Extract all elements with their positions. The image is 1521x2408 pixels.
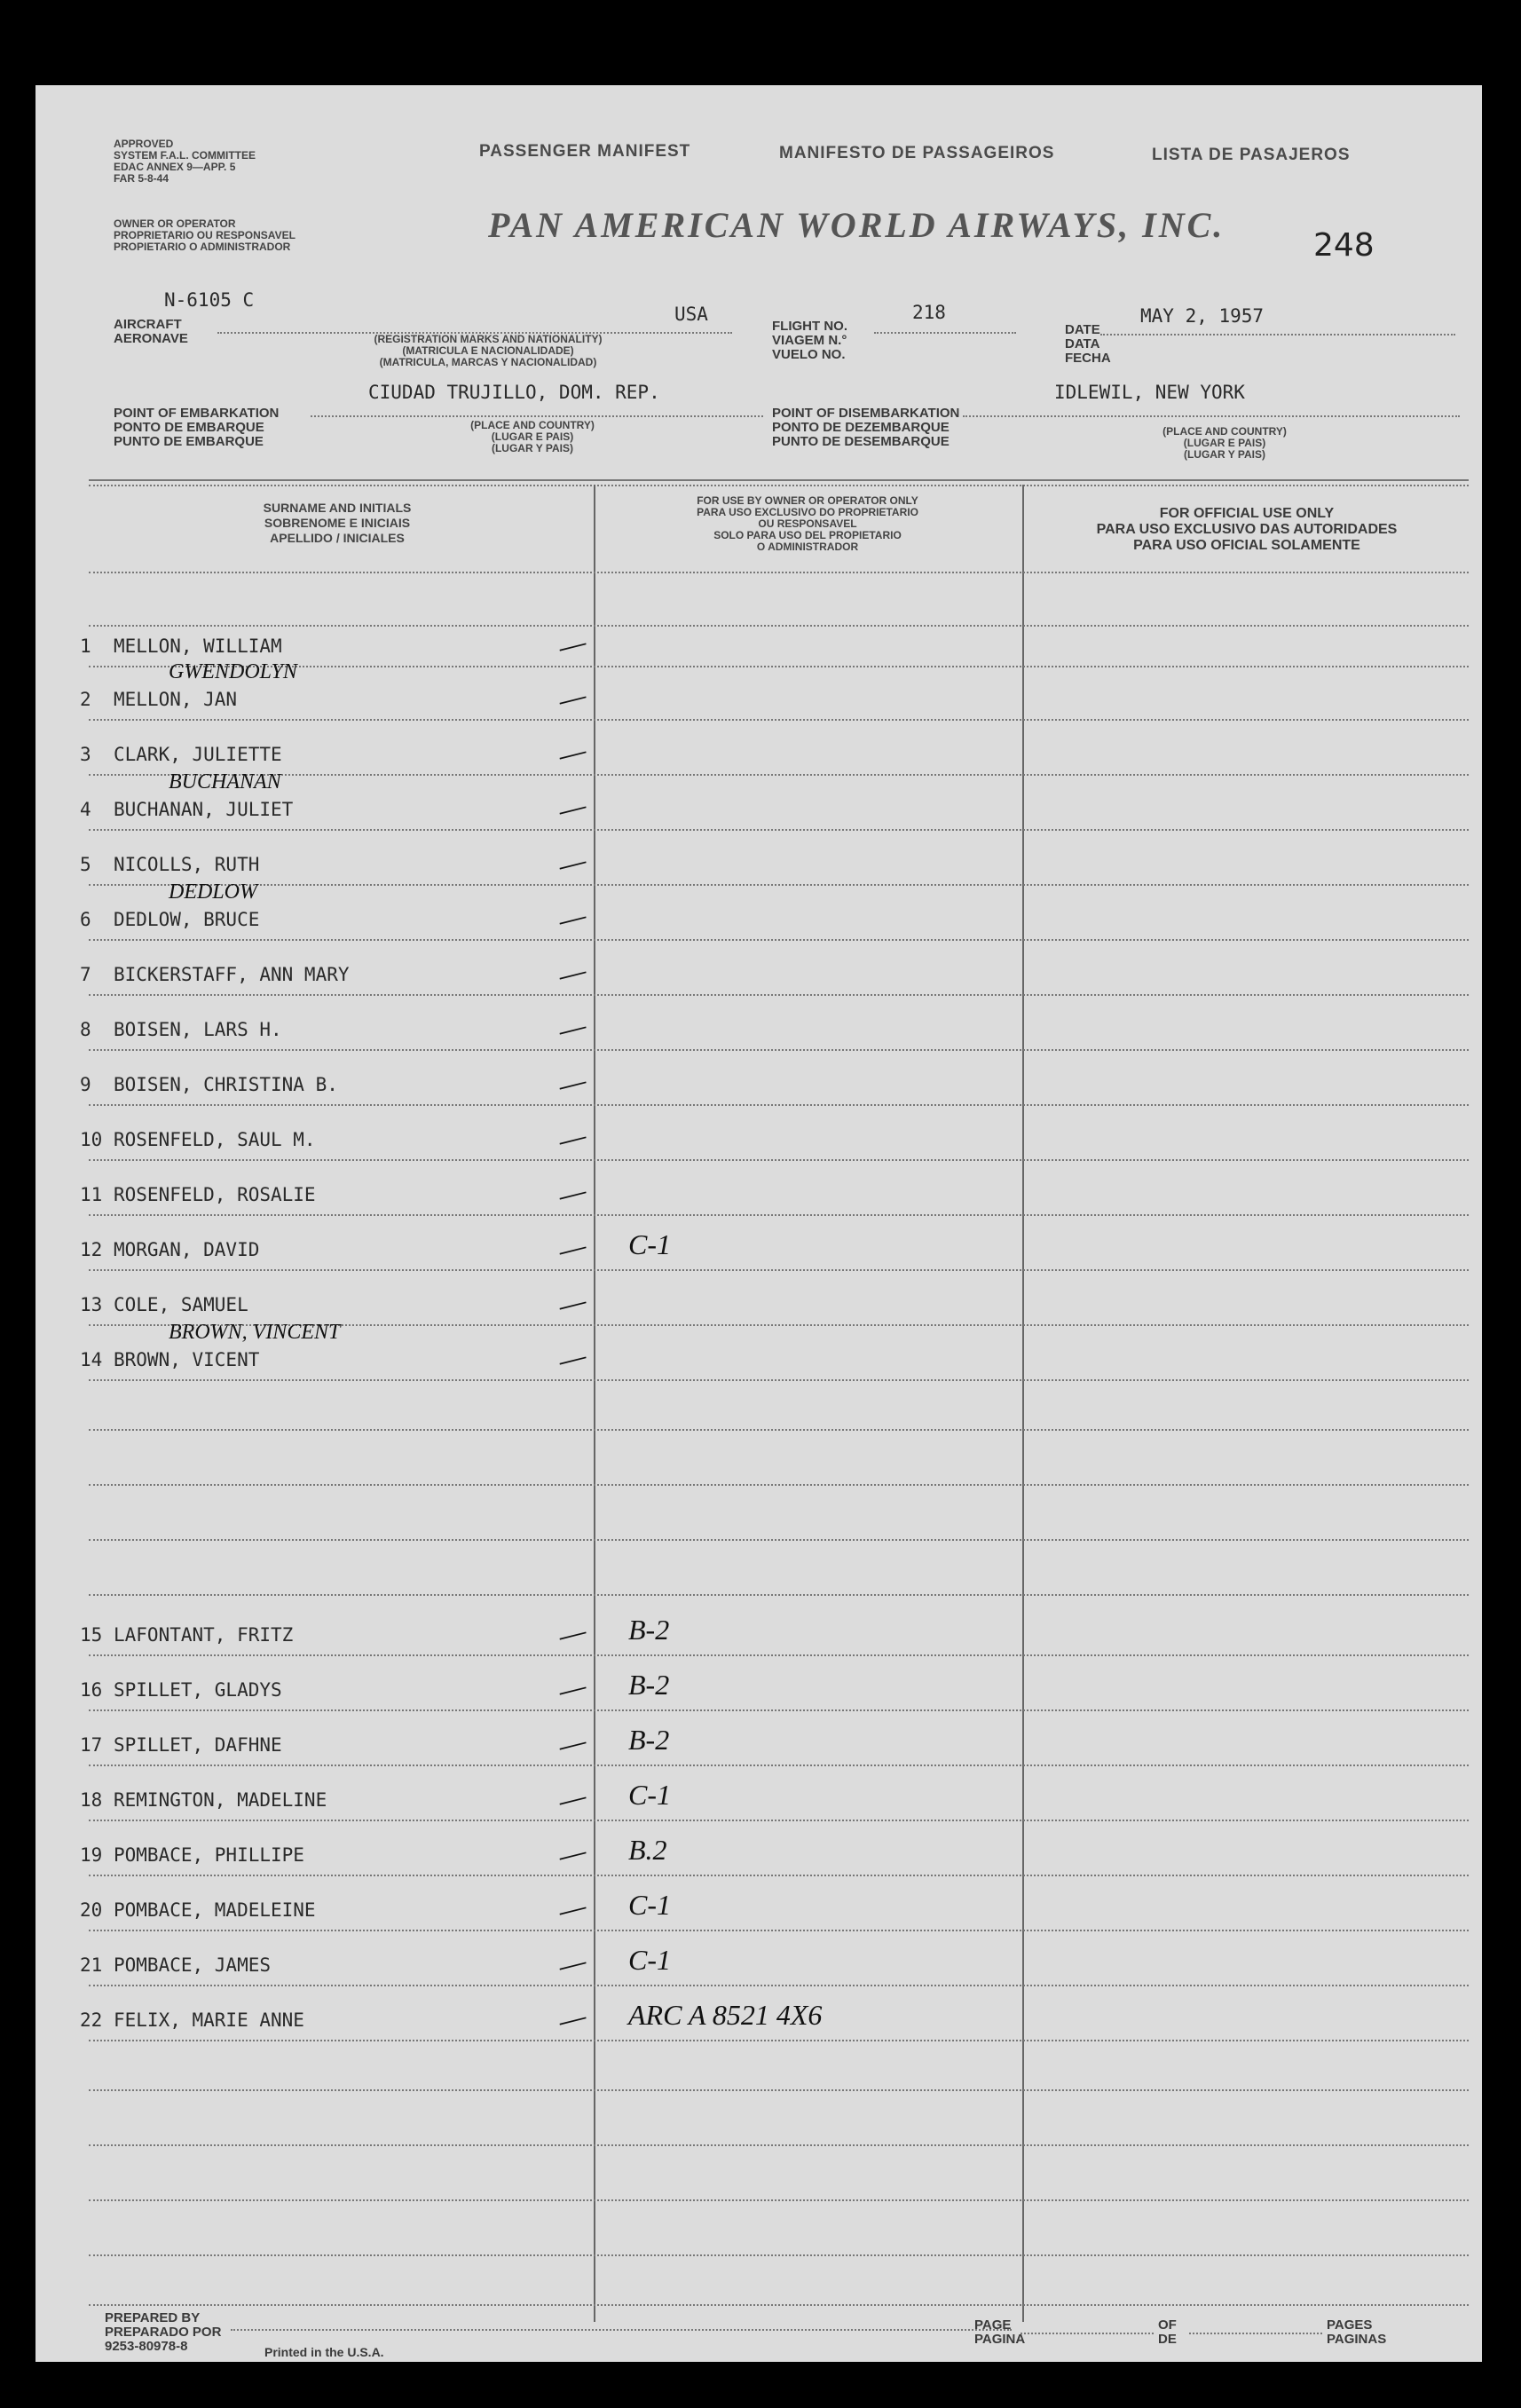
check-mark: — bbox=[555, 678, 590, 718]
passenger-number: 17 bbox=[80, 1734, 103, 1756]
check-mark: — bbox=[555, 625, 590, 665]
row-rule bbox=[89, 1539, 1469, 1541]
date-label-line: DATE bbox=[1065, 322, 1100, 337]
passenger-row bbox=[80, 1679, 282, 1701]
embarkation-point: CIUDAD TRUJILLO, DOM. REP. bbox=[368, 382, 660, 403]
check-mark: — bbox=[555, 1944, 590, 1984]
row-rule bbox=[89, 1159, 1469, 1161]
flight-rule bbox=[874, 332, 1016, 334]
passenger-name: ROSENFELD, ROSALIE bbox=[114, 1184, 316, 1205]
row-rule bbox=[89, 884, 1469, 886]
reg-sub-line: (REGISTRATION MARKS AND NATIONALITY) bbox=[374, 333, 603, 345]
embark-sub-line: (PLACE AND COUNTRY) bbox=[470, 419, 595, 431]
passenger-number: 18 bbox=[80, 1789, 103, 1811]
handwritten-correction: BROWN, VINCENT bbox=[169, 1321, 341, 1344]
passenger-name: NICOLLS, RUTH bbox=[114, 854, 260, 875]
passenger-name: COLE, SAMUEL bbox=[114, 1294, 248, 1315]
row-rule bbox=[89, 1765, 1469, 1766]
date-label-line: FECHA bbox=[1065, 351, 1111, 366]
table-top-rule bbox=[89, 485, 1469, 486]
row-rule bbox=[89, 1709, 1469, 1711]
page-label-line: PAGINA bbox=[974, 2332, 1026, 2347]
approval-line: FAR 5-8-44 bbox=[114, 172, 169, 185]
title-en: PASSENGER MANIFEST bbox=[479, 142, 691, 161]
passenger-row bbox=[80, 1349, 259, 1370]
passenger-name: REMINGTON, MADELINE bbox=[114, 1789, 327, 1811]
approval-block bbox=[114, 138, 256, 185]
passenger-row bbox=[80, 2009, 304, 2031]
row-rule bbox=[89, 1484, 1469, 1486]
passenger-number: 21 bbox=[80, 1954, 103, 1976]
row-rule bbox=[89, 2199, 1469, 2201]
disembark-sub-line: (LUGAR E PAIS) bbox=[1183, 437, 1266, 449]
pages-label bbox=[1327, 2318, 1386, 2347]
page-label-line: PAGE bbox=[974, 2317, 1012, 2333]
row-rule bbox=[89, 1875, 1469, 1876]
row-rule bbox=[89, 1820, 1469, 1821]
row-rule bbox=[89, 1049, 1469, 1051]
owner-use-header-line: O ADMINISTRADOR bbox=[756, 541, 859, 553]
registration: N-6105 C bbox=[164, 289, 255, 311]
page-label bbox=[974, 2318, 1025, 2347]
seat-class-mark: C-1 bbox=[628, 1779, 671, 1811]
date-rule bbox=[1100, 334, 1455, 336]
passenger-number: 12 bbox=[80, 1239, 103, 1260]
handwritten-correction: GWENDOLYN bbox=[169, 660, 297, 683]
prepared-rule bbox=[231, 2329, 1012, 2331]
passenger-row bbox=[80, 1899, 316, 1921]
handwritten-correction: DEDLOW bbox=[169, 880, 257, 904]
passenger-number: 22 bbox=[80, 2009, 103, 2031]
disembark-label-line: PUNTO DE DESEMBARQUE bbox=[772, 434, 950, 449]
table-top-rule bbox=[89, 479, 1469, 481]
title-es: LISTA DE PASAJEROS bbox=[1152, 146, 1351, 164]
passenger-row bbox=[80, 689, 237, 710]
seat-class-mark: C-1 bbox=[628, 1944, 671, 1976]
official-use-column-header bbox=[1034, 506, 1460, 554]
disembarkation-label bbox=[772, 407, 959, 449]
column-divider bbox=[1022, 485, 1024, 2322]
passenger-name: POMBACE, PHILLIPE bbox=[114, 1844, 304, 1866]
owner-label-line: PROPIETARIO O ADMINISTRADOR bbox=[114, 241, 291, 253]
passenger-number: 10 bbox=[80, 1129, 103, 1150]
passenger-number: 19 bbox=[80, 1844, 103, 1866]
flight-date: MAY 2, 1957 bbox=[1140, 305, 1265, 327]
owner-use-header-line: FOR USE BY OWNER OR OPERATOR ONLY bbox=[697, 494, 918, 507]
embark-sub-line: (LUGAR E PAIS) bbox=[491, 430, 574, 443]
row-rule bbox=[89, 1930, 1469, 1931]
passenger-number: 4 bbox=[80, 799, 91, 820]
passenger-name: BOISEN, LARS H. bbox=[114, 1019, 282, 1040]
passenger-number: 20 bbox=[80, 1899, 103, 1921]
flight-label-line: VIAGEM N.° bbox=[772, 333, 847, 348]
seat-class-mark: B.2 bbox=[628, 1834, 667, 1866]
passenger-number: 7 bbox=[80, 964, 91, 985]
check-mark: — bbox=[555, 1228, 590, 1268]
check-mark: — bbox=[555, 1779, 590, 1819]
passenger-row bbox=[80, 744, 282, 765]
seat-class-mark: C-1 bbox=[628, 1889, 671, 1921]
passenger-row bbox=[80, 1019, 282, 1040]
passenger-row bbox=[80, 1074, 338, 1095]
form-number: 9253-80978-8 bbox=[105, 2339, 188, 2354]
aircraft-label-line: AERONAVE bbox=[114, 331, 188, 346]
passenger-row bbox=[80, 1844, 304, 1866]
date-label-line: DATA bbox=[1065, 336, 1100, 351]
seat-class-mark: B-2 bbox=[628, 1614, 670, 1646]
row-rule bbox=[89, 1429, 1469, 1431]
passenger-row bbox=[80, 799, 293, 820]
row-rule bbox=[89, 1214, 1469, 1216]
passenger-row bbox=[80, 1239, 259, 1260]
passenger-row bbox=[80, 854, 259, 875]
prepared-line: PREPARED BY bbox=[105, 2310, 201, 2325]
prepared-line: PREPARADO POR bbox=[105, 2325, 222, 2340]
row-rule bbox=[89, 719, 1469, 721]
row-rule bbox=[89, 1985, 1469, 1986]
seat-class-mark: B-2 bbox=[628, 1724, 670, 1756]
passenger-name: SPILLET, DAFHNE bbox=[114, 1734, 282, 1756]
of-rule bbox=[1189, 2333, 1322, 2334]
airline-name: PAN AMERICAN WORLD AIRWAYS, INC. bbox=[488, 205, 1225, 245]
check-mark: — bbox=[555, 1283, 590, 1323]
approval-line: APPROVED bbox=[114, 138, 174, 150]
printed-in: Printed in the U.S.A. bbox=[264, 2345, 384, 2359]
passenger-number: 2 bbox=[80, 689, 91, 710]
handwritten-correction: BUCHANAN bbox=[169, 770, 281, 793]
passenger-row bbox=[80, 1624, 293, 1646]
passenger-name: POMBACE, MADELEINE bbox=[114, 1899, 316, 1921]
passenger-row bbox=[80, 1184, 316, 1205]
check-mark: — bbox=[555, 1063, 590, 1103]
pages-label-line: PAGES bbox=[1327, 2317, 1373, 2333]
passenger-name: SPILLET, GLADYS bbox=[114, 1679, 282, 1701]
row-rule bbox=[89, 1594, 1469, 1596]
reg-sub-line: (MATRICULA E NACIONALIDADE) bbox=[402, 344, 574, 357]
check-mark: — bbox=[555, 1008, 590, 1048]
owner-use-column-header bbox=[603, 495, 1012, 553]
of-label-line: DE bbox=[1158, 2332, 1177, 2347]
passenger-name: MELLON, WILLIAM bbox=[114, 636, 282, 657]
passenger-name: POMBACE, JAMES bbox=[114, 1954, 272, 1976]
seat-class-mark: C-1 bbox=[628, 1228, 671, 1260]
check-mark: — bbox=[555, 733, 590, 773]
surname-header-line: APELLIDO / INICIALES bbox=[270, 531, 405, 545]
passenger-name: LAFONTANT, FRITZ bbox=[114, 1624, 294, 1646]
embark-label-line: POINT OF EMBARKATION bbox=[114, 406, 280, 421]
passenger-name: ROSENFELD, SAUL M. bbox=[114, 1129, 316, 1150]
owner-label-line: PROPRIETARIO OU RESPONSAVEL bbox=[114, 229, 296, 241]
row-rule bbox=[89, 829, 1469, 831]
check-mark: — bbox=[555, 1669, 590, 1709]
row-rule bbox=[89, 1654, 1469, 1656]
official-header-line: FOR OFFICIAL USE ONLY bbox=[1159, 506, 1335, 521]
disembark-rule bbox=[963, 415, 1460, 417]
table-bottom-rule bbox=[89, 2304, 1469, 2306]
passenger-name: FELIX, MARIE ANNE bbox=[114, 2009, 304, 2031]
seat-class-mark: B-2 bbox=[628, 1669, 670, 1701]
row-rule bbox=[89, 2089, 1469, 2091]
of-label bbox=[1158, 2318, 1177, 2347]
passenger-number: 11 bbox=[80, 1184, 103, 1205]
seat-class-mark: ARC A 8521 4X6 bbox=[628, 1999, 823, 2031]
column-divider bbox=[594, 485, 595, 2322]
row-rule bbox=[89, 2254, 1469, 2256]
passenger-name: BOISEN, CHRISTINA B. bbox=[114, 1074, 338, 1095]
check-mark: — bbox=[555, 953, 590, 993]
passenger-row bbox=[80, 1789, 327, 1811]
embark-label-line: PUNTO DE EMBARQUE bbox=[114, 434, 264, 449]
title-pt: MANIFESTO DE PASSAGEIROS bbox=[779, 144, 1055, 162]
flight-label-line: VUELO NO. bbox=[772, 347, 846, 362]
header-bottom-rule bbox=[89, 572, 1469, 573]
row-rule bbox=[89, 939, 1469, 941]
check-mark: — bbox=[555, 1173, 590, 1213]
owner-label bbox=[114, 218, 296, 253]
passenger-number: 16 bbox=[80, 1679, 103, 1701]
passenger-row bbox=[80, 1294, 248, 1315]
row-rule bbox=[89, 2040, 1469, 2041]
owner-use-header-line: SOLO PARA USO DEL PROPIETARIO bbox=[713, 529, 902, 541]
flight-label bbox=[772, 320, 847, 362]
check-mark: — bbox=[555, 843, 590, 883]
check-mark: — bbox=[555, 1999, 590, 2039]
passenger-number: 3 bbox=[80, 744, 91, 765]
embark-sub bbox=[417, 420, 648, 454]
row-rule bbox=[89, 1104, 1469, 1106]
check-mark: — bbox=[555, 1724, 590, 1764]
owner-use-header-line: PARA USO EXCLUSIVO DO PROPRIETARIO bbox=[697, 506, 918, 518]
embarkation-label bbox=[114, 407, 279, 449]
page-rule bbox=[1021, 2333, 1154, 2334]
owner-label-line: OWNER OR OPERATOR bbox=[114, 217, 236, 230]
disembark-sub bbox=[1109, 426, 1340, 461]
row-rule bbox=[89, 1269, 1469, 1271]
row-rule bbox=[89, 994, 1469, 996]
passenger-number: 13 bbox=[80, 1294, 103, 1315]
passenger-row bbox=[80, 1734, 282, 1756]
check-mark: — bbox=[555, 1118, 590, 1158]
passenger-name: BUCHANAN, JULIET bbox=[114, 799, 294, 820]
passenger-number: 14 bbox=[80, 1349, 103, 1370]
prepared-by-label bbox=[105, 2311, 221, 2354]
flight-number: 218 bbox=[912, 302, 946, 323]
manifest-form bbox=[35, 85, 1482, 2362]
aircraft-label-line: AIRCRAFT bbox=[114, 317, 182, 332]
embark-label-line: PONTO DE EMBARQUE bbox=[114, 420, 264, 435]
passenger-row bbox=[80, 909, 259, 930]
disembark-sub-line: (LUGAR Y PAIS) bbox=[1183, 448, 1265, 461]
nationality: USA bbox=[674, 304, 708, 325]
passenger-row bbox=[80, 964, 350, 985]
passenger-name: MELLON, JAN bbox=[114, 689, 238, 710]
date-label bbox=[1065, 323, 1111, 366]
passenger-name: CLARK, JULIETTE bbox=[114, 744, 282, 765]
passenger-number: 6 bbox=[80, 909, 91, 930]
check-mark: — bbox=[555, 898, 590, 938]
check-mark: — bbox=[555, 1338, 590, 1378]
check-mark: — bbox=[555, 788, 590, 828]
aircraft-label bbox=[114, 318, 188, 346]
surname-column-header bbox=[124, 501, 550, 546]
registration-sub bbox=[302, 334, 674, 368]
surname-header-line: SOBRENOME E INICIAIS bbox=[264, 516, 411, 530]
passenger-number: 5 bbox=[80, 854, 91, 875]
disembark-label-line: POINT OF DISEMBARKATION bbox=[772, 406, 960, 421]
row-rule bbox=[89, 625, 1469, 627]
passenger-name: MORGAN, DAVID bbox=[114, 1239, 260, 1260]
embark-rule bbox=[311, 415, 763, 417]
passenger-row bbox=[80, 1129, 316, 1150]
official-header-line: PARA USO EXCLUSIVO DAS AUTORIDADES bbox=[1096, 522, 1398, 537]
pages-label-line: PAGINAS bbox=[1327, 2332, 1387, 2347]
check-mark: — bbox=[555, 1889, 590, 1929]
check-mark: — bbox=[555, 1614, 590, 1654]
row-rule bbox=[89, 1379, 1469, 1381]
of-label-line: OF bbox=[1158, 2317, 1177, 2333]
reg-sub-line: (MATRICULA, MARCAS Y NACIONALIDAD) bbox=[379, 356, 597, 368]
passenger-name: DEDLOW, BRUCE bbox=[114, 909, 260, 930]
passenger-number: 8 bbox=[80, 1019, 91, 1040]
passenger-name: BICKERSTAFF, ANN MARY bbox=[114, 964, 350, 985]
disembark-label-line: PONTO DE DEZEMBARQUE bbox=[772, 420, 950, 435]
passenger-number: 9 bbox=[80, 1074, 91, 1095]
row-rule bbox=[89, 2144, 1469, 2146]
official-header-line: PARA USO OFICIAL SOLAMENTE bbox=[1133, 538, 1360, 553]
passenger-row bbox=[80, 1954, 271, 1976]
disembarkation-point: IDLEWIL, NEW YORK bbox=[1054, 382, 1245, 403]
flight-label-line: FLIGHT NO. bbox=[772, 319, 847, 334]
row-rule bbox=[89, 774, 1469, 776]
page-stamp-number: 248 bbox=[1313, 227, 1375, 264]
passenger-number: 15 bbox=[80, 1624, 103, 1646]
passenger-name: BROWN, VICENT bbox=[114, 1349, 260, 1370]
check-mark: — bbox=[555, 1834, 590, 1874]
approval-line: SYSTEM F.A.L. COMMITTEE bbox=[114, 149, 256, 162]
surname-header-line: SURNAME AND INITIALS bbox=[263, 501, 412, 515]
passenger-number: 1 bbox=[80, 636, 91, 657]
disembark-sub-line: (PLACE AND COUNTRY) bbox=[1162, 425, 1287, 438]
approval-line: EDAC ANNEX 9—APP. 5 bbox=[114, 161, 236, 173]
owner-use-header-line: OU RESPONSAVEL bbox=[758, 517, 857, 530]
passenger-row bbox=[80, 636, 282, 657]
embark-sub-line: (LUGAR Y PAIS) bbox=[491, 442, 573, 454]
